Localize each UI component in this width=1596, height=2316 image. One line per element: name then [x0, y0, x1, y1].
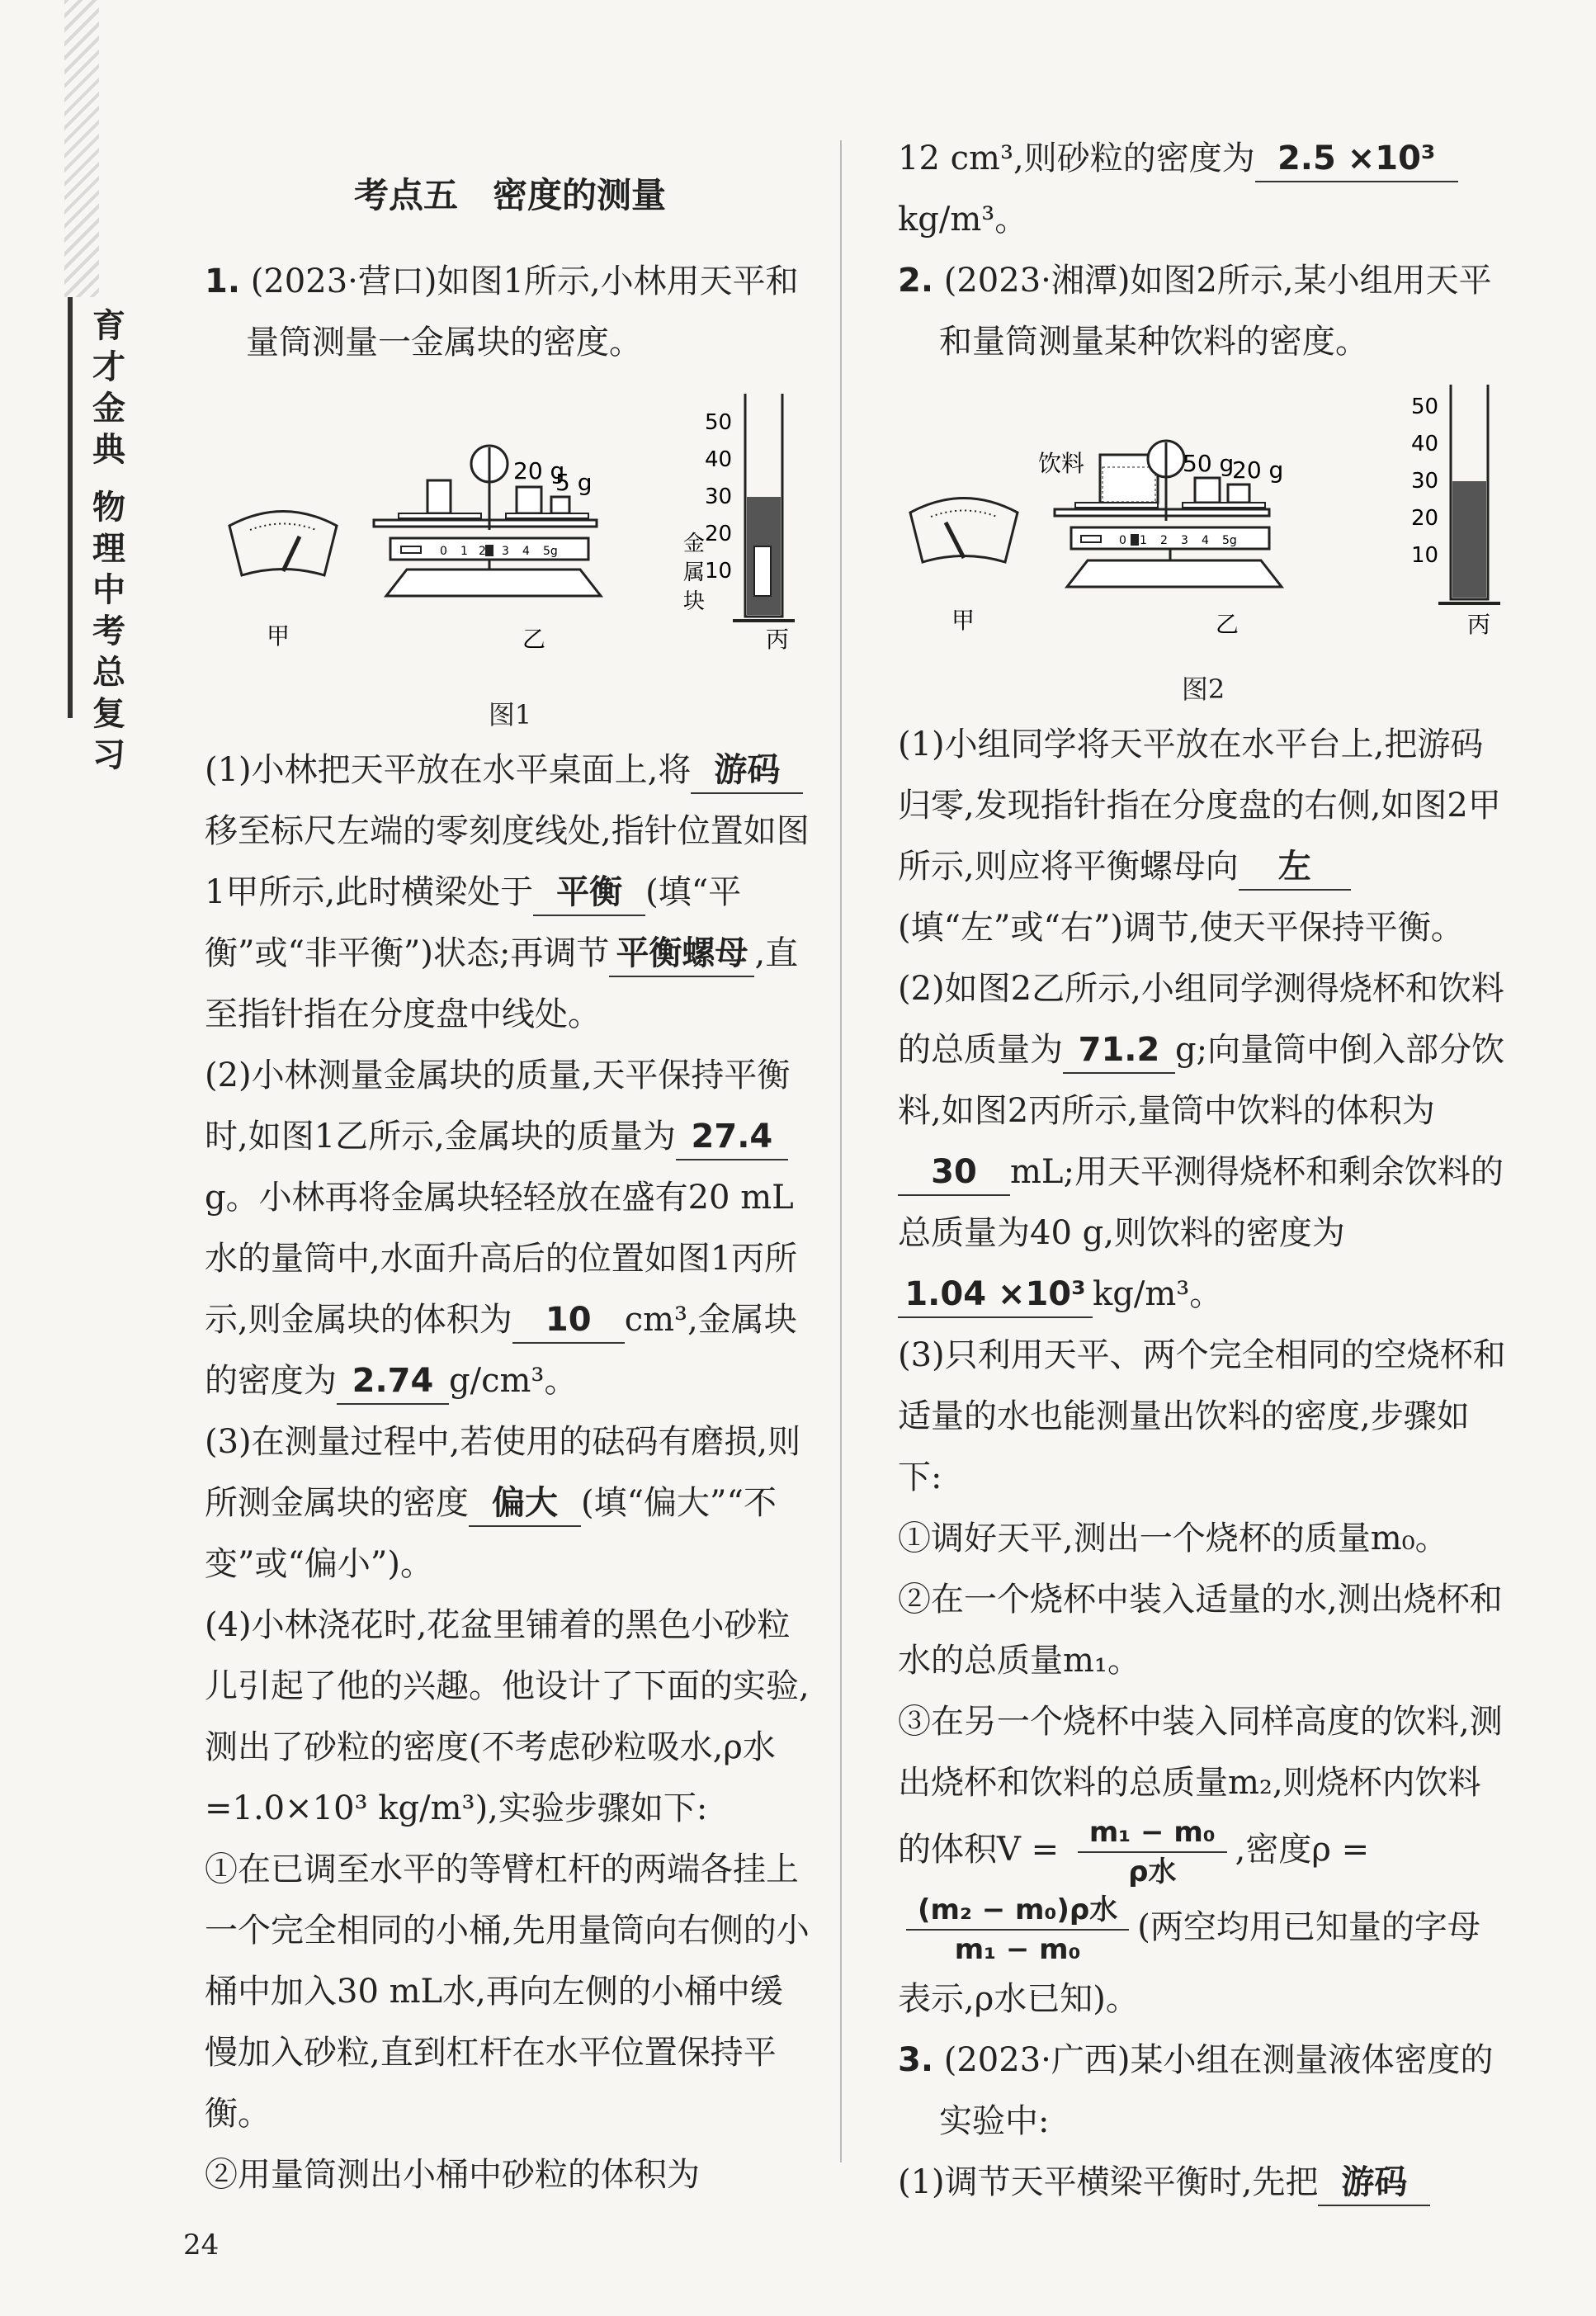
- page-number: 24: [183, 2229, 220, 2262]
- answer-blank: 游码: [1318, 2160, 1430, 2206]
- cylinder-tick: 40: [705, 447, 733, 472]
- balance-yi: [374, 446, 601, 596]
- answer-blank: 30: [898, 1150, 1010, 1196]
- figure-2: [898, 380, 1509, 706]
- ruler-tick: 0: [440, 545, 447, 558]
- ruler-tick: 3: [1181, 534, 1188, 547]
- answer-blank: 左: [1239, 844, 1351, 891]
- q2-step2: ②在一个烧杯中装入适量的水,测出烧杯和水的总质量m₁。: [898, 1581, 1503, 1680]
- label-yi: 乙: [522, 626, 546, 653]
- block-label: 属: [683, 560, 706, 585]
- answer-blank: 游码: [691, 748, 803, 794]
- label-jia: 甲: [951, 607, 975, 634]
- label-yi: 乙: [1216, 611, 1239, 638]
- question-2-intro: 2. (2023·湘潭)如图2所示,某小组用天平和量筒测量某种饮料的密度。: [898, 262, 1492, 361]
- cylinder-tick: 10: [705, 559, 733, 584]
- ruler-tick: 4: [1202, 534, 1209, 547]
- cylinder-tick: 30: [705, 484, 733, 509]
- block-label: 块: [683, 589, 706, 614]
- figure-2-caption: 图2: [1181, 674, 1225, 705]
- ruler-tick: 5g: [1222, 534, 1237, 547]
- cylinder-tick: 50: [1411, 395, 1439, 419]
- ruler-tick: 1: [460, 545, 468, 558]
- q2-part1: (1)小组同学将天平放在水平台上,把游码归零,发现指针指在分度盘的右侧,如图2甲所示,则应将平衡螺母向 左(填“左”或“右”)调节,使天平保持平衡。: [898, 726, 1501, 947]
- q1-part4: (4)小林浇花时,花盆里铺着的黑色小砂粒儿引起了他的兴趣。他设计了下面的实验,测出了砂粒的密度(不考虑砂粒吸水,ρ水=1.0×10³ kg/m³),实验步骤如下:: [205, 1606, 810, 1827]
- metal-block: [754, 546, 771, 596]
- q2-step1: ①调好天平,测出一个烧杯的质量m₀。: [898, 1520, 1448, 1557]
- block-label: 金: [683, 532, 706, 556]
- dial-scale-jia: [229, 512, 337, 576]
- q3-part1: (1)调节天平横梁平衡时,先把 游码: [898, 2152, 1509, 2213]
- weight-label-5g: 5 g: [555, 469, 593, 496]
- q1-step2: ②用量筒测出小桶中砂粒的体积为: [205, 2156, 700, 2194]
- column-divider: [840, 140, 842, 2162]
- weight-label-20g: 20 g: [513, 457, 565, 484]
- question-3-intro: 3. (2023·广西)某小组在测量液体密度的实验中:: [898, 2041, 1494, 2140]
- drink-level: [1452, 481, 1486, 598]
- cylinder-bing: [683, 394, 795, 621]
- decorative-stripes: [64, 0, 99, 297]
- section-heading: 考点五 密度的测量: [353, 175, 666, 215]
- q2-part3: (3)只利用天平、两个完全相同的空烧杯和适量的水也能测量出饮料的密度,步骤如下:: [898, 1336, 1506, 1496]
- left-column: [205, 153, 815, 2205]
- answer-blank: 平衡螺母: [609, 931, 754, 977]
- figure-1: [205, 381, 815, 731]
- ruler-tick: 4: [522, 545, 530, 558]
- q1-continuation: 12 cm³,则砂粒的密度为 2.5 ×10³ kg/m³。: [898, 128, 1509, 250]
- figure-1-caption: 图1: [488, 699, 532, 730]
- answer-blank: 27.4: [676, 1114, 788, 1160]
- ruler-tick: 1: [1140, 534, 1147, 547]
- answer-blank: 1.04 ×10³: [898, 1272, 1093, 1318]
- cylinder-tick: 20: [705, 522, 733, 546]
- weight-label-20g: 20 g: [1232, 456, 1284, 484]
- q1-part1: (1)小林把天平放在水平桌面上,将 游码移至标尺左端的零刻度线处,指针位置如图1甲所示,此时横梁处于 平衡 (填“平衡”或“非平衡”)状态;再调节 平衡螺母 ,直至指针指在分度盘中线处。: [205, 740, 815, 1045]
- answer-blank: 偏大: [469, 1481, 581, 1527]
- answer-blank: 2.5 ×10³: [1255, 136, 1458, 182]
- question-1-intro: 1. (2023·营口)如图1所示,小林用天平和量筒测量一金属块的密度。: [205, 262, 799, 362]
- dial-scale-jia: [910, 499, 1018, 563]
- ruler-tick: 3: [502, 545, 509, 558]
- ruler-tick: 2: [1160, 534, 1168, 547]
- density-formula: $\frac{\text{(m₂ − m₀)ρ水}}{\text{m₁ − m₀}}$: [906, 1891, 1129, 1969]
- cylinder-tick: 20: [1411, 506, 1439, 531]
- drink-label: 饮料: [1038, 450, 1085, 477]
- side-label: 育 才 金 典 物 理 中 考 总 复 习: [92, 307, 125, 774]
- q1-part3: (3)在测量过程中,若使用的砝码有磨损,则所测金属块的密度 偏大 (填“偏大”“不变”或“偏小”)。: [205, 1423, 801, 1583]
- label-jia: 甲: [267, 622, 290, 650]
- cylinder-bing: [1411, 385, 1500, 603]
- balance-yi: [1038, 441, 1283, 587]
- answer-blank: 平衡: [533, 870, 645, 916]
- q2-part2: (2)如图2乙所示,小组同学测得烧杯和饮料的总质量为 71.2 g;向量筒中倒入部分饮料,如图2丙所示,量筒中饮料的体积为30 mL;用天平测得烧杯和剩余饮料的总质量为40 g,则饮料的密度为1.04 ×10³ kg/m³。: [898, 958, 1509, 1325]
- weight-label-50g: 50 g: [1183, 450, 1235, 477]
- q1-step1: ①在已调至水平的等臂杠杆的两端各挂上一个完全相同的小桶,先用量筒向右侧的小桶中加入30 mL水,再向左侧的小桶中缓慢加入砂粒,直到杠杆在水平位置保持平衡。: [205, 1850, 810, 2133]
- cylinder-tick: 50: [705, 410, 733, 435]
- side-bar: [68, 297, 73, 718]
- figure-1-drawing: [205, 381, 815, 678]
- cylinder-tick: 40: [1411, 432, 1439, 456]
- answer-blank: 71.2: [1063, 1028, 1175, 1074]
- figure-2-drawing: [898, 380, 1509, 653]
- q2-step3: ③在另一个烧杯中装入同样高度的饮料,测出烧杯和饮料的总质量m₂,则烧杯内饮料的体积V = $\frac{\text{m₁ − m₀}}{\text{ρ水}}$ ,密度ρ = $\frac{\text{(m₂ − m₀)ρ水}}{\text{m₁ − m₀}}$ (两空均用已知量的字母表示,ρ水已知)。: [898, 1703, 1503, 2018]
- cylinder-tick: 30: [1411, 469, 1439, 494]
- ruler-tick: 2: [479, 545, 486, 558]
- right-column: [898, 128, 1509, 2213]
- volume-formula: $\frac{\text{m₁ − m₀}}{\text{ρ水}}$: [1078, 1813, 1227, 1891]
- ruler-tick: 0: [1119, 534, 1126, 547]
- answer-blank: 10: [512, 1297, 625, 1344]
- label-bing: 丙: [1467, 611, 1491, 638]
- answer-blank: 2.74: [337, 1359, 449, 1405]
- label-bing: 丙: [766, 626, 790, 653]
- ruler-tick: 5g: [543, 545, 558, 558]
- cylinder-tick: 10: [1411, 543, 1439, 568]
- q1-part2: (2)小林测量金属块的质量,天平保持平衡时,如图1乙所示,金属块的质量为 27.4g。小林再将金属块轻轻放在盛有20 mL水的量筒中,水面升高后的位置如图1丙所示,则金属块的体积为 10 cm³,金属块的密度为 2.74 g/cm³。: [205, 1045, 815, 1411]
